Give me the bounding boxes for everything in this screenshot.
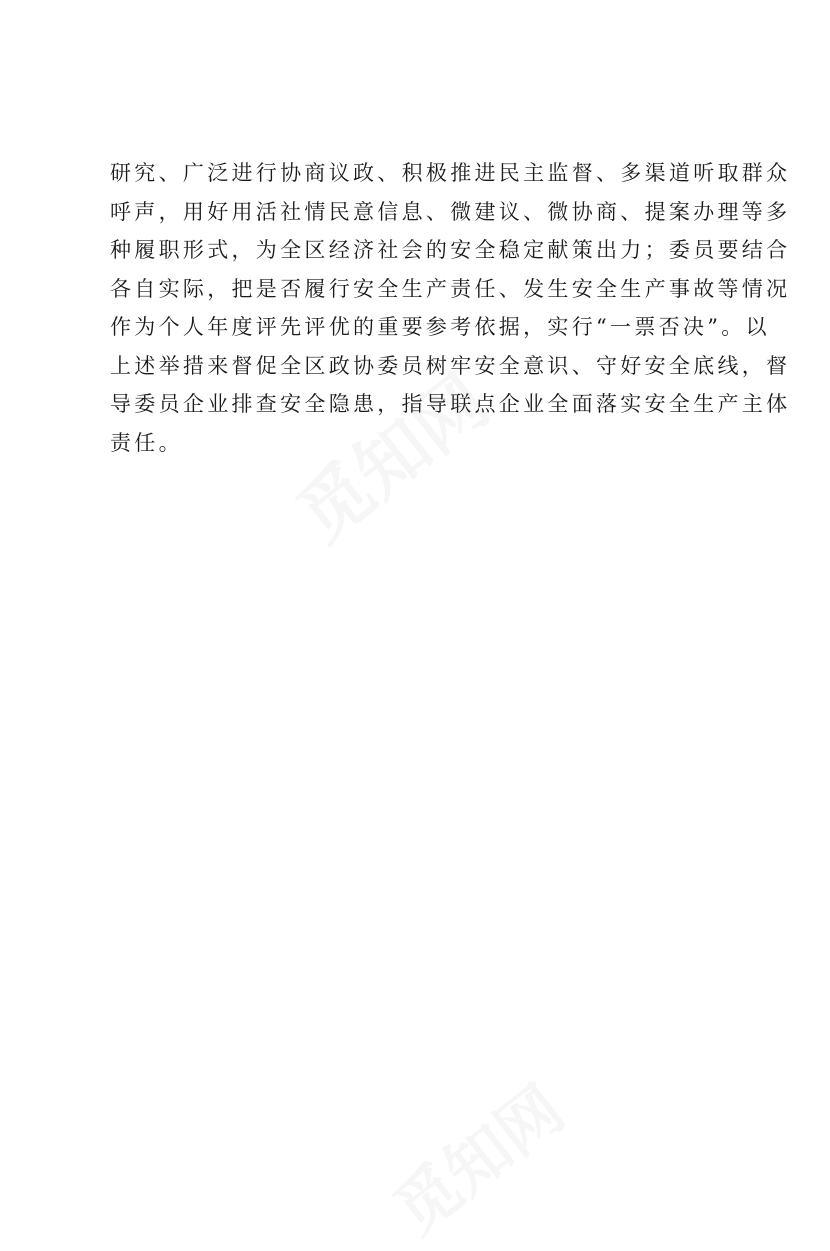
text-line: 种履职形式，为全区经济社会的安全稳定献策出力；委员要结合	[110, 238, 791, 262]
watermark-bottom	[372, 1061, 580, 1251]
text-line: 上述举措来督促全区政协委员树牢安全意识、守好安全底线，督	[110, 353, 791, 378]
text-line: 呼声，用好用活社情民意信息、微建议、微协商、提案办理等多	[110, 199, 791, 224]
text-line: 导委员企业排查安全隐患，指导联点企业全面落实安全生产主体	[110, 392, 791, 416]
text-line: 责任。	[110, 430, 183, 455]
text-line: 作为个人年度评先评优的重要参考依据，实行“一票否决”。以	[110, 315, 770, 339]
body-paragraph	[110, 154, 791, 462]
text-line: 各自实际，把是否履行安全生产责任、发生安全生产事故等情况	[110, 276, 791, 301]
text-line: 研究、广泛进行协商议政、积极推进民主监督、多渠道听取群众	[110, 161, 791, 185]
